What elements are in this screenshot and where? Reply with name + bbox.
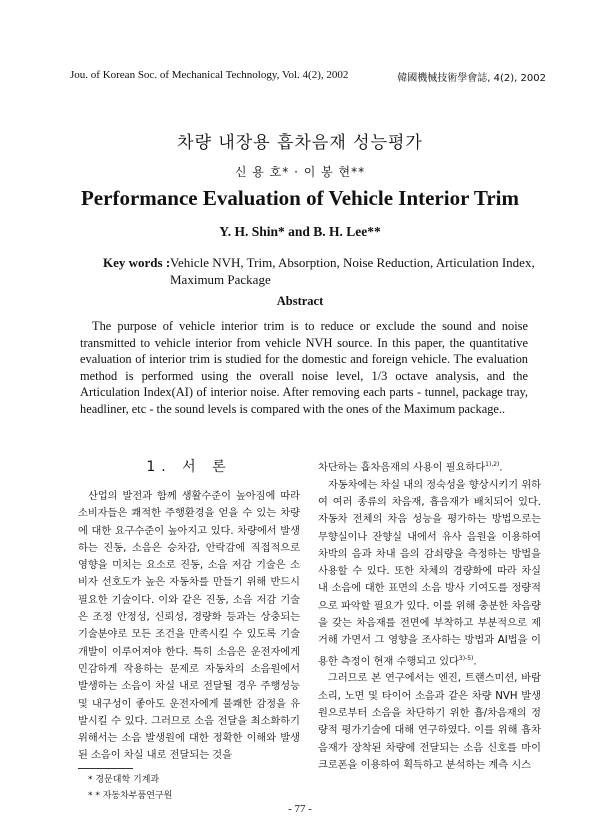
- english-authors: Y. H. Shin* and B. H. Lee**: [219, 224, 381, 239]
- page-number: - 77 -: [288, 803, 312, 815]
- citation-ref: 3)-5): [458, 654, 474, 662]
- korean-authors: 신 용 호* · 이 봉 현**: [234, 165, 366, 179]
- footnote-divider: [78, 768, 133, 769]
- left-column: [78, 488, 300, 765]
- footnote-affiliation-1: * 경문대학 기계과: [88, 775, 160, 785]
- intro-paragraph-2: 자동차에는 차실 내의 정숙성을 향상시키기 위하여 여러 종류의 차음재, 흡음재가 배치되어 있다. 자동차 전체의 차음 성능을 평가하는 방법으로는 무향실이나 잔향실 내에서 유사 음원을 이용하여 차박의 음과 차내 음의 감쇠량을 측정하는 방법을 사용할 수 있다. 또한 차체의 경량화에 따라 차실 내 소음에 대한 표면의 소음 방사 기여도를 정량적으로 파악할 필요가 있다. 이를 위해 충분한 차음량을 갖는 차음재를 전면에 부착하고 부분적으로 제거해 가면서 그 영향을 조사하는 방법과 AI법을 이용한 측정이 현재 수행되고 있다$^{3)-5)}$.: [318, 479, 542, 668]
- journal-header-ko: 韓國機械技術學會誌, 4(2), 2002: [397, 73, 546, 84]
- keywords-label: Key words :: [103, 255, 171, 270]
- intro-paragraph-1-continued: 차단하는 흡차음재의 사용이 필요하다$^{1),2)}$.: [318, 461, 503, 474]
- korean-title: 차량 내장용 흡차음재 성능평가: [177, 133, 423, 153]
- section-heading-intro: 1. 서 론: [146, 459, 232, 475]
- keywords-text: Vehicle NVH, Trim, Absorption, Noise Reduction, Articulation Index, Maximum Package: [170, 255, 535, 287]
- abstract-text: The purpose of vehicle interior trim is to reduce or exclude the sound and noise transmitted to vehicle interior from vehicle NVH source. In this paper, the quantitative evaluation of interior trim is studied for the domestic and foreign vehicle. The evaluation method is performed using the overall noise level, 1/3 octave analysis, and the Articulation Index(AI) of interior noise. After removing each parts - tunnel, package tray, headliner, etc - the sound levels is compared with the ones of the Maximum package..: [80, 319, 528, 416]
- footnote-affiliation-2: * * 자동차부품연구원: [88, 791, 173, 801]
- journal-header-en: Jou. of Korean Soc. of Mechanical Technology, Vol. 4(2), 2002: [70, 69, 349, 81]
- intro-paragraph-1: 산업의 발전과 함께 생활수준이 높아짐에 따라 소비자들은 쾌적한 주행환경을 얻을 수 있는 차량에 대한 요구수준이 높아지고 있다. 차량에서 발생하는 진동, 소음은 승차감, 안락감에 직접적으로 영향을 미치는 요소로 진동, 소음 저감 기술은 소비자 선호도가 높은 자동차를 만들기 위해 반드시 필요한 기술이다. 이와 같은 진동, 소음 저감 기술은 조정 안정성, 신뢰성, 경량화 등과는 상충되는 기술분야로 모든 조건을 만족시킬 수 있도록 기술 개발이 이루어져야 한다. 특히 소음은 운전자에게 민감하게 작용하는 문제로 자동차의 소음원에서 발생하는 소음이 차실 내로 전달될 경우 주행성능 및 내구성이 좋아도 운전자에게 불쾌한 감정을 유발시킬 수 있다. 그러므로 소음 전달을 최소화하기 위해서는 소음 발생원에 대한 정확한 이해와 발생된 소음이 차실 내로 전달되는 것을: [78, 491, 300, 762]
- citation-ref: 1),2): [485, 461, 500, 468]
- right-column: [318, 456, 541, 774]
- intro-paragraph-3: 그러므로 본 연구에서는 엔진, 트랜스미션, 바람소리, 노면 및 타이어 소음과 같은 차량 NVH 발생원으로부터 소음을 차단하기 위한 흡/차음재의 정량적 평가기술에 대해 연구하였다. 이를 위해 흡차음재가 장착된 차량에 전달되는 소음 신호를 마이크로폰을 이용하여 획득하고 분석하는 계측 시스: [318, 673, 541, 771]
- english-title: Performance Evaluation of Vehicle Interior Trim: [80, 186, 520, 210]
- abstract-heading: Abstract: [276, 294, 324, 308]
